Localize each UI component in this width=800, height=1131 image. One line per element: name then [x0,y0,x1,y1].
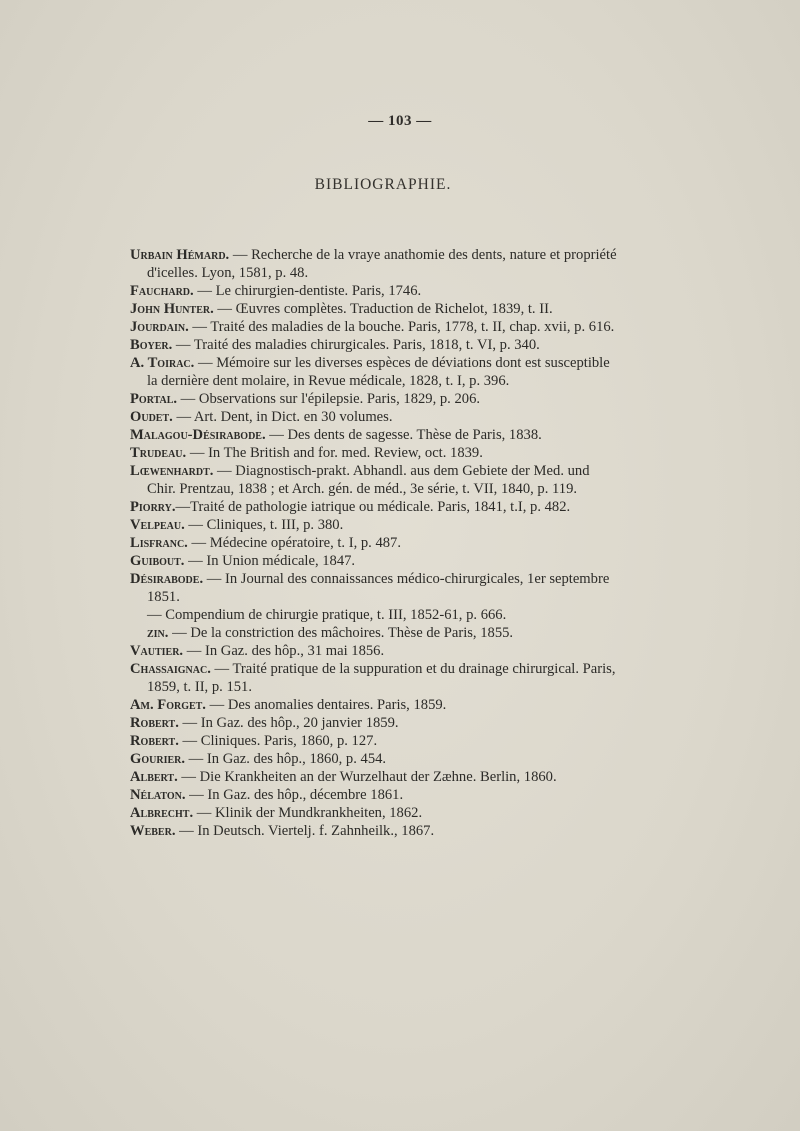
entry-text: — In The British and for. med. Review, oct. 1839. [186,445,483,461]
bibliography-entry [130,786,620,804]
bibliography-entry [130,390,620,408]
entry-author: Chassaignac. [130,661,211,677]
entry-text: —Traité de pathologie iatrique ou médicale. Paris, 1841, t.I, p. 482. [175,499,571,515]
bibliography-entry [130,606,620,624]
entry-author: Albert. [130,769,178,785]
entry-text: — Compendium de chirurgie pratique, t. III, 1852-61, p. 666. [147,607,507,623]
bibliography-entry [130,246,620,282]
entry-text: — In Gaz. des hôp., 20 janvier 1859. [178,715,399,731]
entry-text: — Traité des maladies chirurgicales. Paris, 1818, t. VI, p. 340. [172,337,540,353]
entry-author: Jourdain. [130,319,189,335]
entry-author: A. Toirac. [130,355,195,371]
bibliography-entry [130,768,620,786]
entry-text: — Traité pratique de la suppuration et du drainage chirurgical. Paris, 1859, t. II, p. 151. [147,661,616,695]
entry-author: Albrecht. [130,805,194,821]
entry-author: Lisfranc. [130,535,188,551]
entry-author: zin. [147,625,169,641]
entry-text: — In Union médicale, 1847. [184,553,356,569]
bibliography-entry [130,750,620,768]
bibliography-entry [130,804,620,822]
entry-text: — Œuvres complètes. Traduction de Richelot, 1839, t. II. [213,301,553,317]
entry-text: — Klinik der Mundkrankheiten, 1862. [193,805,423,821]
entry-author: Trudeau. [130,445,187,461]
entry-text: — Diagnostisch-prakt. Abhandl. aus dem Gebiete der Med. und Chir. Prentzau, 1838 ; et Arch. gén. de méd., 3e série, t. VII, 1840, p. 119. [147,463,590,497]
entry-text: — In Deutsch. Viertelj. f. Zahnheilk., 1867. [175,823,435,839]
page-number: — 103 — [368,113,432,129]
entry-text: — Traité des maladies de la bouche. Paris, 1778, t. II, chap. xvii, p. 616. [188,319,615,335]
entry-author: Am. Forget. [130,697,206,713]
entry-author: Robert. [130,733,179,749]
bibliography-entry [130,534,620,552]
entry-text: — Art. Dent, in Dict. en 30 volumes. [172,409,393,425]
bibliography-entry [130,642,620,660]
entry-author: Weber. [130,823,176,839]
bibliography-entry [130,462,620,498]
entry-text: — De la constriction des mâchoires. Thèse de Paris, 1855. [168,625,514,641]
bibliography-list [130,246,620,840]
entry-author: Vautier. [130,643,184,659]
entry-author: Robert. [130,715,179,731]
bibliography-entry [130,624,620,642]
bibliography-entry [130,714,620,732]
entry-text: — In Gaz. des hôp., 1860, p. 454. [185,751,387,767]
bibliography-entry [130,660,620,696]
bibliography-entry [130,822,620,840]
bibliography-entry [130,354,620,390]
bibliography-entry [130,732,620,750]
entry-text: — Mémoire sur les diverses espèces de déviations dont est susceptible la dernière dent molaire, in Revue médicale, 1828, t. I, p. 396. [147,355,610,389]
entry-text: — Cliniques, t. III, p. 380. [184,517,344,533]
entry-author: Malagou-Désirabode. [130,427,266,443]
entry-author: Fauchard. [130,283,194,299]
bibliography-entry [130,426,620,444]
entry-text: — In Gaz. des hôp., 31 mai 1856. [183,643,385,659]
entry-author: Désirabode. [130,571,204,587]
bibliography-entry [130,696,620,714]
bibliography-entry [130,498,620,516]
entry-author: John Hunter. [130,301,214,317]
entry-text: — In Gaz. des hôp., décembre 1861. [185,787,404,803]
bibliography-entry [130,282,620,300]
entry-author: Piorry. [130,499,176,515]
entry-author: Lœwenhardt. [130,463,214,479]
bibliography-entry [130,300,620,318]
entry-text: — Des dents de sagesse. Thèse de Paris, 1838. [265,427,542,443]
entry-text: — Die Krankheiten an der Wurzelhaut der Zæhne. Berlin, 1860. [177,769,557,785]
entry-author: Portal. [130,391,178,407]
section-heading: BIBLIOGRAPHIE. [314,176,452,193]
bibliography-entry [130,318,620,336]
entry-author: Gourier. [130,751,186,767]
entry-author: Boyer. [130,337,173,353]
entry-author: Urbain Hémard. [130,247,230,263]
entry-text: — Des anomalies dentaires. Paris, 1859. [205,697,447,713]
entry-text: — Le chirurgien-dentiste. Paris, 1746. [193,283,422,299]
bibliography-entry [130,570,620,606]
entry-text: — Recherche de la vraye anathomie des dents, nature et propriété d'icelles. Lyon, 1581, p. 48. [147,247,617,281]
entry-author: Velpeau. [130,517,185,533]
entry-text: — Observations sur l'épilepsie. Paris, 1829, p. 206. [177,391,481,407]
entry-author: Nélaton. [130,787,186,803]
entry-text: — In Journal des connaissances médico-chirurgicales, 1er septembre 1851. [147,571,610,605]
entry-text: — Cliniques. Paris, 1860, p. 127. [178,733,378,749]
entry-text: — Médecine opératoire, t. I, p. 487. [187,535,402,551]
bibliography-entry [130,552,620,570]
entry-author: Oudet. [130,409,173,425]
bibliography-entry [130,408,620,426]
entry-author: Guibout. [130,553,185,569]
bibliography-entry [130,516,620,534]
bibliography-entry [130,336,620,354]
bibliography-entry [130,444,620,462]
